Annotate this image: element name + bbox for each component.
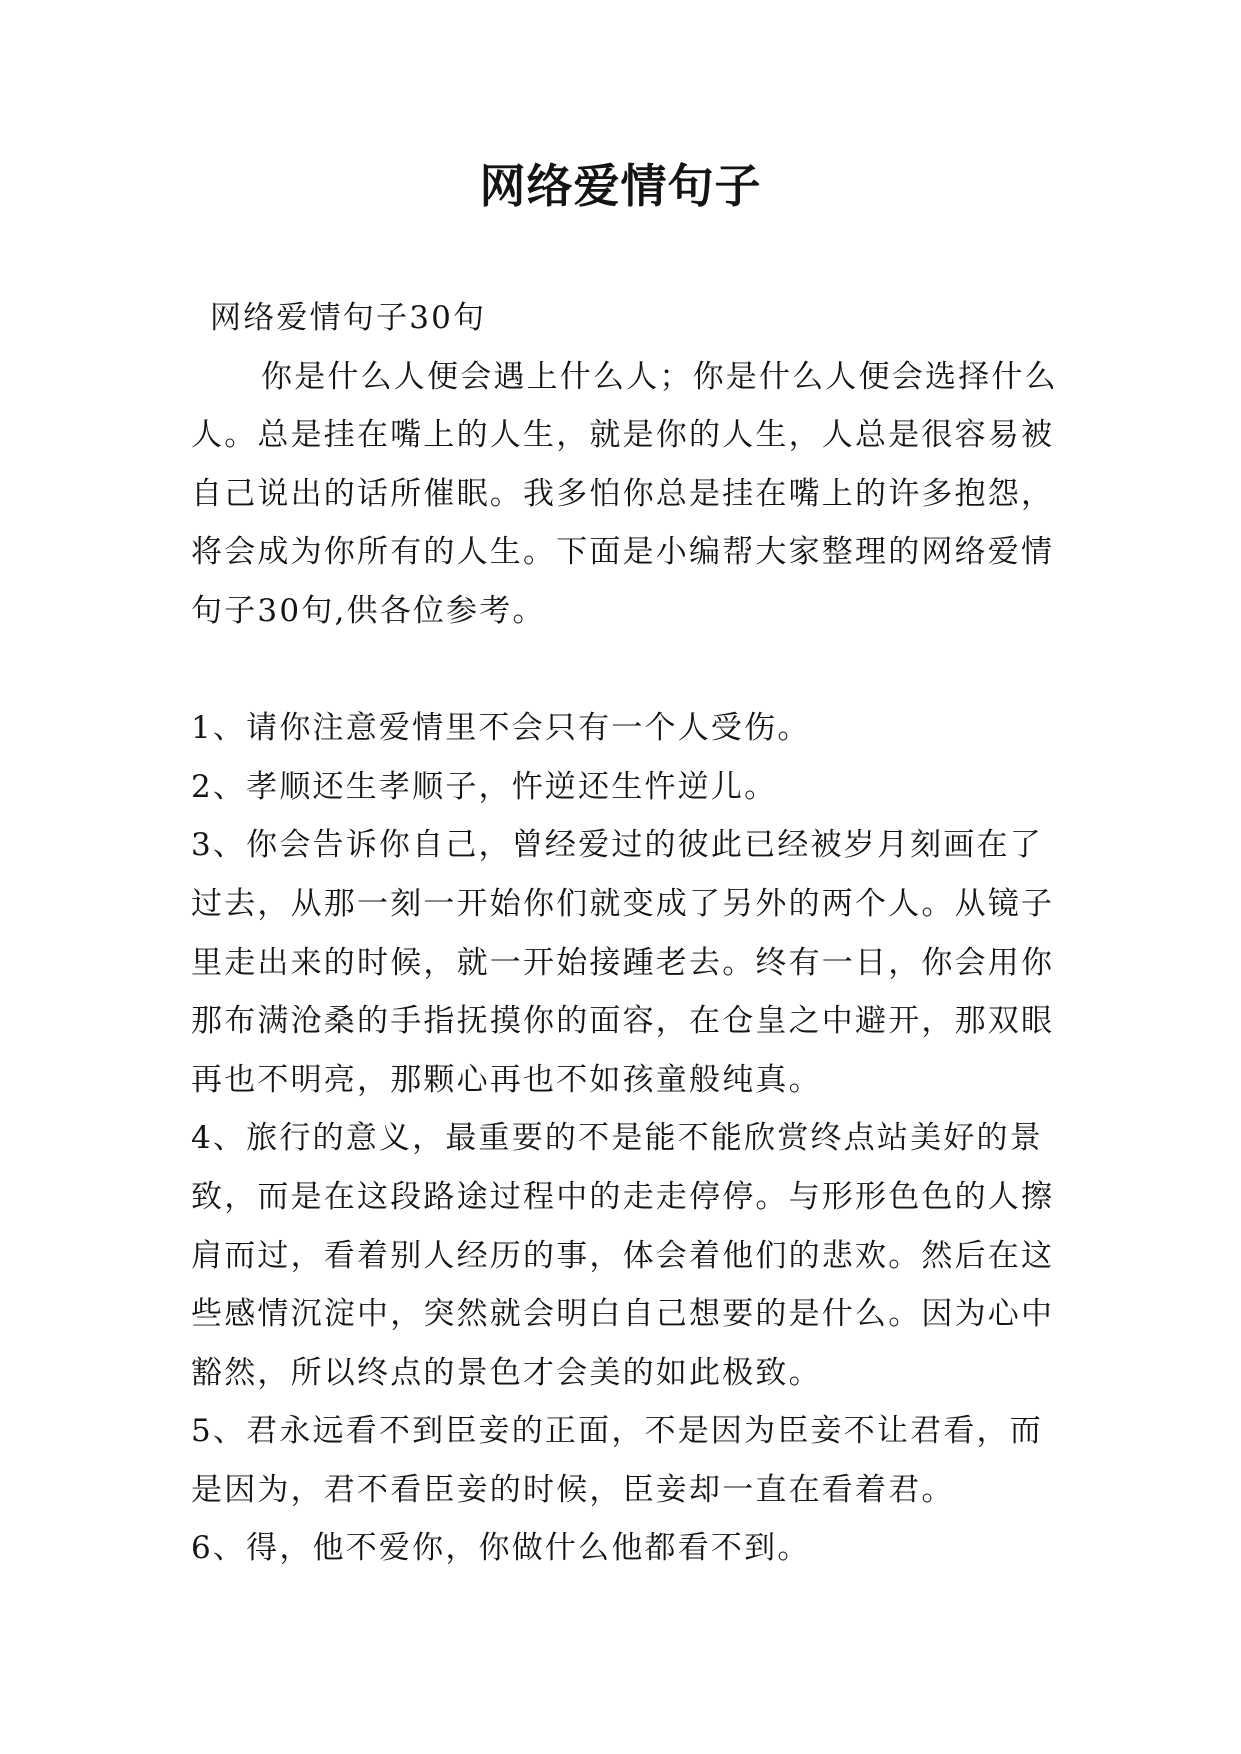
document-subtitle: 网络爱情句子30句: [210, 300, 487, 336]
document-body: [191, 289, 1151, 1578]
intro-line: 人。总是挂在嘴上的人生，就是你的人生，人总是很容易被: [191, 417, 1055, 454]
list-item-line: 里走出来的时候，就一开始接踵老去。终有一日，你会用你: [191, 944, 1055, 981]
list-item-line: 6、得，他不爱你，你做什么他都看不到。: [191, 1530, 811, 1567]
list-item-line: 1、请你注意爱情里不会只有一个人受伤。: [191, 710, 811, 747]
list-item-line: 3、你会告诉你自己，曾经爱过的彼此已经被岁月刻画在了: [191, 827, 1043, 864]
list-item-line: 4、旅行的意义，最重要的不是能不能欣赏终点站美好的景: [191, 1120, 1043, 1157]
list-item: [191, 1109, 1151, 1402]
list-item-line: 些感情沉淀中，突然就会明白自己想要的是什么。因为心中: [191, 1296, 1055, 1333]
intro-line: 你是什么人便会遇上什么人；你是什么人便会选择什么: [261, 358, 1058, 395]
list-item-line: 豁然，所以终点的景色才会美的如此极致。: [191, 1354, 822, 1391]
intro-line: 句子30句,供各位参考。: [191, 592, 546, 629]
list-item-line: 致，而是在这段路途过程中的走走停停。与形形色色的人擦: [191, 1178, 1055, 1215]
list-item-line: 肩而过，看着别人经历的事，体会着他们的悲欢。然后在这: [191, 1237, 1055, 1274]
list-item-line: 2、孝顺还生孝顺子，忤逆还生忤逆儿。: [191, 768, 778, 805]
paragraph-spacer: [191, 641, 1151, 700]
list-item: [191, 816, 1151, 1109]
list-item-line: 那布满沧桑的手指抚摸你的面容，在仓皇之中避开，那双眼: [191, 1003, 1055, 1040]
intro-paragraph: [191, 348, 1151, 641]
intro-line: 自己说出的话所催眠。我多怕你总是挂在嘴上的许多抱怨，: [191, 475, 1055, 512]
document-title: 网络爱情句子: [479, 159, 762, 213]
list-item-line: 再也不明亮，那颗心再也不如孩童般纯真。: [191, 1061, 822, 1098]
list-item: [191, 1519, 1151, 1578]
list-item: [191, 758, 1151, 817]
intro-line: 将会成为你所有的人生。下面是小编帮大家整理的网络爱情: [191, 534, 1055, 571]
list-item: [191, 1402, 1151, 1519]
list-item-line: 5、君永远看不到臣妾的正面，不是因为臣妾不让君看，而: [191, 1413, 1043, 1450]
list-item-line: 过去，从那一刻一开始你们就变成了另外的两个人。从镜子: [191, 885, 1055, 922]
list-item: [191, 699, 1151, 758]
list-item-line: 是因为，君不看臣妾的时候，臣妾却一直在看着君。: [191, 1471, 955, 1508]
